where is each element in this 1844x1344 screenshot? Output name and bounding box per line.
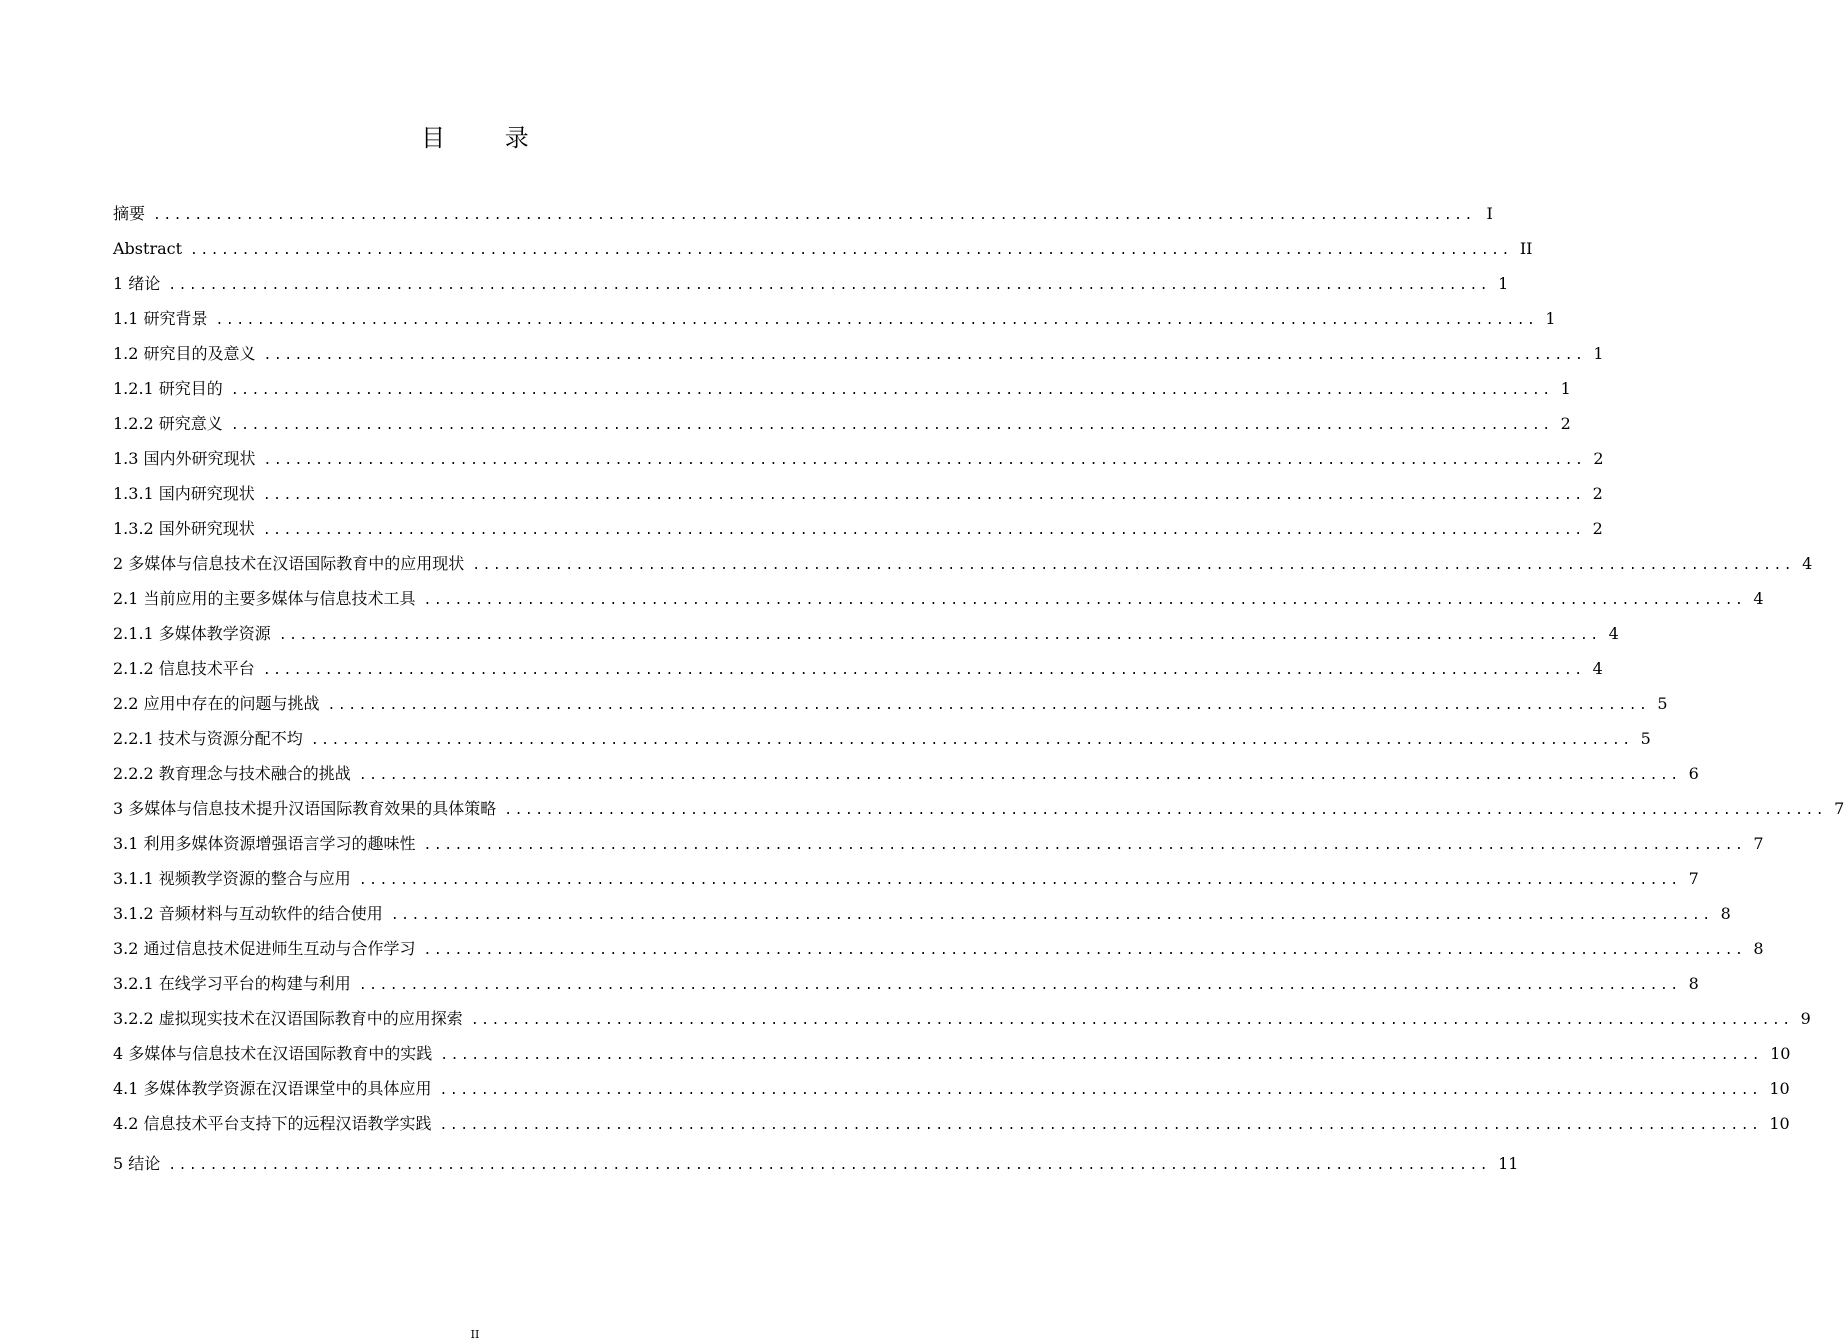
toc-entry[interactable] <box>113 896 1731 931</box>
toc-entry-label: 2.2.1 技术与资源分配不均 <box>113 729 303 748</box>
toc-entry[interactable] <box>113 791 1844 826</box>
toc-dot-leader: ................................................................................................................................ <box>423 593 1746 608</box>
toc-entry-page-number: 7 <box>1834 799 1844 818</box>
toc-entry[interactable] <box>113 1106 1790 1141</box>
toc-entry-page-number: 2 <box>1593 449 1604 468</box>
toc-dot-leader: ................................................................................................................................ <box>390 908 1713 923</box>
toc-entry-page-number: 4 <box>1802 554 1813 573</box>
toc-entry-label: 4.2 信息技术平台支持下的远程汉语教学实践 <box>113 1114 432 1133</box>
toc-entry[interactable] <box>113 301 1556 336</box>
toc-dot-leader: ................................................................................................................................ <box>215 313 1538 328</box>
toc-entry-label: 3.2 通过信息技术促进师生互动与合作学习 <box>113 939 416 958</box>
toc-dot-leader: ................................................................................................................................ <box>439 1118 1762 1133</box>
toc-entry-page-number: 2 <box>1592 484 1603 503</box>
toc-dot-leader: ................................................................................................................................ <box>168 1158 1491 1173</box>
toc-entry[interactable] <box>113 861 1699 896</box>
toc-entry[interactable] <box>113 231 1533 266</box>
toc-entry-page-number: 1 <box>1593 344 1604 363</box>
toc-entry-label: 2.2.2 教育理念与技术融合的挑战 <box>113 764 351 783</box>
toc-entry-page-number: 7 <box>1688 869 1699 888</box>
toc-entry-label: 3.1.2 音频材料与互动软件的结合使用 <box>113 904 383 923</box>
toc-dot-leader: ................................................................................................................................ <box>263 453 1586 468</box>
toc-entry-label: 1.2 研究目的及意义 <box>113 344 256 363</box>
toc-entry-label: 2.1.1 多媒体教学资源 <box>113 624 271 643</box>
toc-dot-leader: ................................................................................................................................ <box>168 278 1491 293</box>
toc-entry-label: 3 多媒体与信息技术提升汉语国际教育效果的具体策略 <box>113 799 497 818</box>
toc-entry-label: 1.2.2 研究意义 <box>113 414 223 433</box>
toc-entry-label: 1.3.1 国内研究现状 <box>113 484 255 503</box>
toc-entry[interactable] <box>113 476 1603 511</box>
toc-dot-leader: ................................................................................................................................ <box>470 1013 1793 1028</box>
toc-entry[interactable] <box>113 756 1699 791</box>
toc-dot-leader: ................................................................................................................................ <box>358 873 1681 888</box>
toc-entry[interactable] <box>113 546 1813 581</box>
toc-entry-label: 1.2.1 研究目的 <box>113 379 223 398</box>
toc-entry[interactable] <box>113 966 1699 1001</box>
toc-entry-page-number: 8 <box>1753 939 1764 958</box>
toc-entry-page-number: 11 <box>1498 1154 1519 1173</box>
toc-entry-page-number: 7 <box>1753 834 1764 853</box>
toc-entry-label: 1.3 国内外研究现状 <box>113 449 256 468</box>
toc-dot-leader: ................................................................................................................................ <box>278 628 1601 643</box>
toc-dot-leader: ................................................................................................................................ <box>310 733 1633 748</box>
toc-entry[interactable] <box>113 826 1764 861</box>
toc-entry-label: 3.2.2 虚拟现实技术在汉语国际教育中的应用探索 <box>113 1009 463 1028</box>
toc-entry-page-number: 2 <box>1560 414 1571 433</box>
toc-dot-leader: ................................................................................................................................ <box>440 1048 1763 1063</box>
toc-entry[interactable] <box>113 371 1571 406</box>
toc-entry[interactable] <box>113 441 1604 476</box>
toc-entry-page-number: 4 <box>1753 589 1764 608</box>
toc-entry-page-number: 10 <box>1770 1044 1791 1063</box>
toc-entry-page-number: 1 <box>1545 309 1556 328</box>
toc-dot-leader: ................................................................................................................................ <box>190 243 1512 258</box>
toc-entry-label: 摘要 <box>113 204 146 223</box>
toc-entry-page-number: 5 <box>1657 694 1668 713</box>
toc-entry-label: 4 多媒体与信息技术在汉语国际教育中的实践 <box>113 1044 433 1063</box>
toc-entry-page-number: 4 <box>1592 659 1603 678</box>
toc-entry-page-number: 8 <box>1720 904 1731 923</box>
toc-entry-label: 2.1 当前应用的主要多媒体与信息技术工具 <box>113 589 416 608</box>
toc-entry-page-number: 8 <box>1688 974 1699 993</box>
toc-dot-leader: ................................................................................................................................ <box>262 663 1585 678</box>
toc-entry-page-number: 6 <box>1688 764 1699 783</box>
toc-dot-leader: ................................................................................................................................ <box>263 348 1586 363</box>
toc-entry-label: Abstract <box>113 239 183 258</box>
toc-entry[interactable] <box>113 651 1603 686</box>
toc-entry-page-number: 1 <box>1560 379 1571 398</box>
toc-dot-leader: ................................................................................................................................ <box>153 208 1475 223</box>
toc-entry[interactable] <box>113 266 1509 301</box>
toc-entry-label: 1.3.2 国外研究现状 <box>113 519 255 538</box>
toc-dot-leader: ................................................................................................................................ <box>327 698 1650 713</box>
toc-entry[interactable] <box>113 406 1571 441</box>
toc-dot-leader: ................................................................................................................................ <box>262 488 1585 503</box>
toc-entry[interactable] <box>113 1071 1790 1106</box>
toc-entry[interactable] <box>113 511 1603 546</box>
toc-entry-page-number: 5 <box>1640 729 1651 748</box>
toc-entry[interactable] <box>113 581 1764 616</box>
toc-entry-label: 2.2 应用中存在的问题与挑战 <box>113 694 320 713</box>
toc-dot-leader: ................................................................................................................................ <box>504 803 1827 818</box>
toc-dot-leader: ................................................................................................................................ <box>262 523 1585 538</box>
toc-entry[interactable] <box>113 931 1764 966</box>
toc-entry-page-number: II <box>1519 239 1533 258</box>
toc-dot-leader: ................................................................................................................................ <box>358 768 1681 783</box>
toc-entry-page-number: I <box>1486 204 1493 223</box>
toc-entry-label: 4.1 多媒体教学资源在汉语课堂中的具体应用 <box>113 1079 432 1098</box>
toc-entry-label: 2 多媒体与信息技术在汉语国际教育中的应用现状 <box>113 554 465 573</box>
toc-entry[interactable] <box>113 196 1493 231</box>
toc-entry[interactable] <box>113 616 1619 651</box>
table-of-contents <box>113 196 1844 1181</box>
toc-entry-label: 3.1.1 视频教学资源的整合与应用 <box>113 869 351 888</box>
toc-dot-leader: ................................................................................................................................ <box>423 943 1746 958</box>
toc-entry[interactable] <box>113 721 1651 756</box>
toc-entry[interactable] <box>113 1146 1519 1181</box>
toc-entry-label: 3.2.1 在线学习平台的构建与利用 <box>113 974 351 993</box>
toc-entry[interactable] <box>113 1036 1791 1071</box>
toc-entry[interactable] <box>113 336 1604 371</box>
toc-entry-page-number: 10 <box>1769 1079 1790 1098</box>
toc-dot-leader: ................................................................................................................................ <box>439 1083 1762 1098</box>
toc-entry-page-number: 2 <box>1592 519 1603 538</box>
toc-dot-leader: ................................................................................................................................ <box>358 978 1681 993</box>
footer-page-number: II <box>470 1328 480 1341</box>
toc-entry[interactable] <box>113 1001 1811 1036</box>
toc-entry[interactable] <box>113 686 1668 721</box>
toc-entry-page-number: 10 <box>1769 1114 1790 1133</box>
toc-dot-leader: ................................................................................................................................ <box>423 838 1746 853</box>
toc-entry-page-number: 1 <box>1498 274 1509 293</box>
toc-dot-leader: ................................................................................................................................ <box>472 558 1795 573</box>
toc-entry-page-number: 4 <box>1608 624 1619 643</box>
toc-entry-label: 3.1 利用多媒体资源增强语言学习的趣味性 <box>113 834 416 853</box>
toc-entry-label: 5 结论 <box>113 1154 161 1173</box>
toc-entry-label: 2.1.2 信息技术平台 <box>113 659 255 678</box>
toc-dot-leader: ................................................................................................................................ <box>230 418 1553 433</box>
toc-entry-label: 1.1 研究背景 <box>113 309 208 328</box>
toc-dot-leader: ................................................................................................................................ <box>230 383 1553 398</box>
toc-entry-page-number: 9 <box>1800 1009 1811 1028</box>
toc-entry-label: 1 绪论 <box>113 274 161 293</box>
page-title: 目 录 <box>421 124 555 152</box>
